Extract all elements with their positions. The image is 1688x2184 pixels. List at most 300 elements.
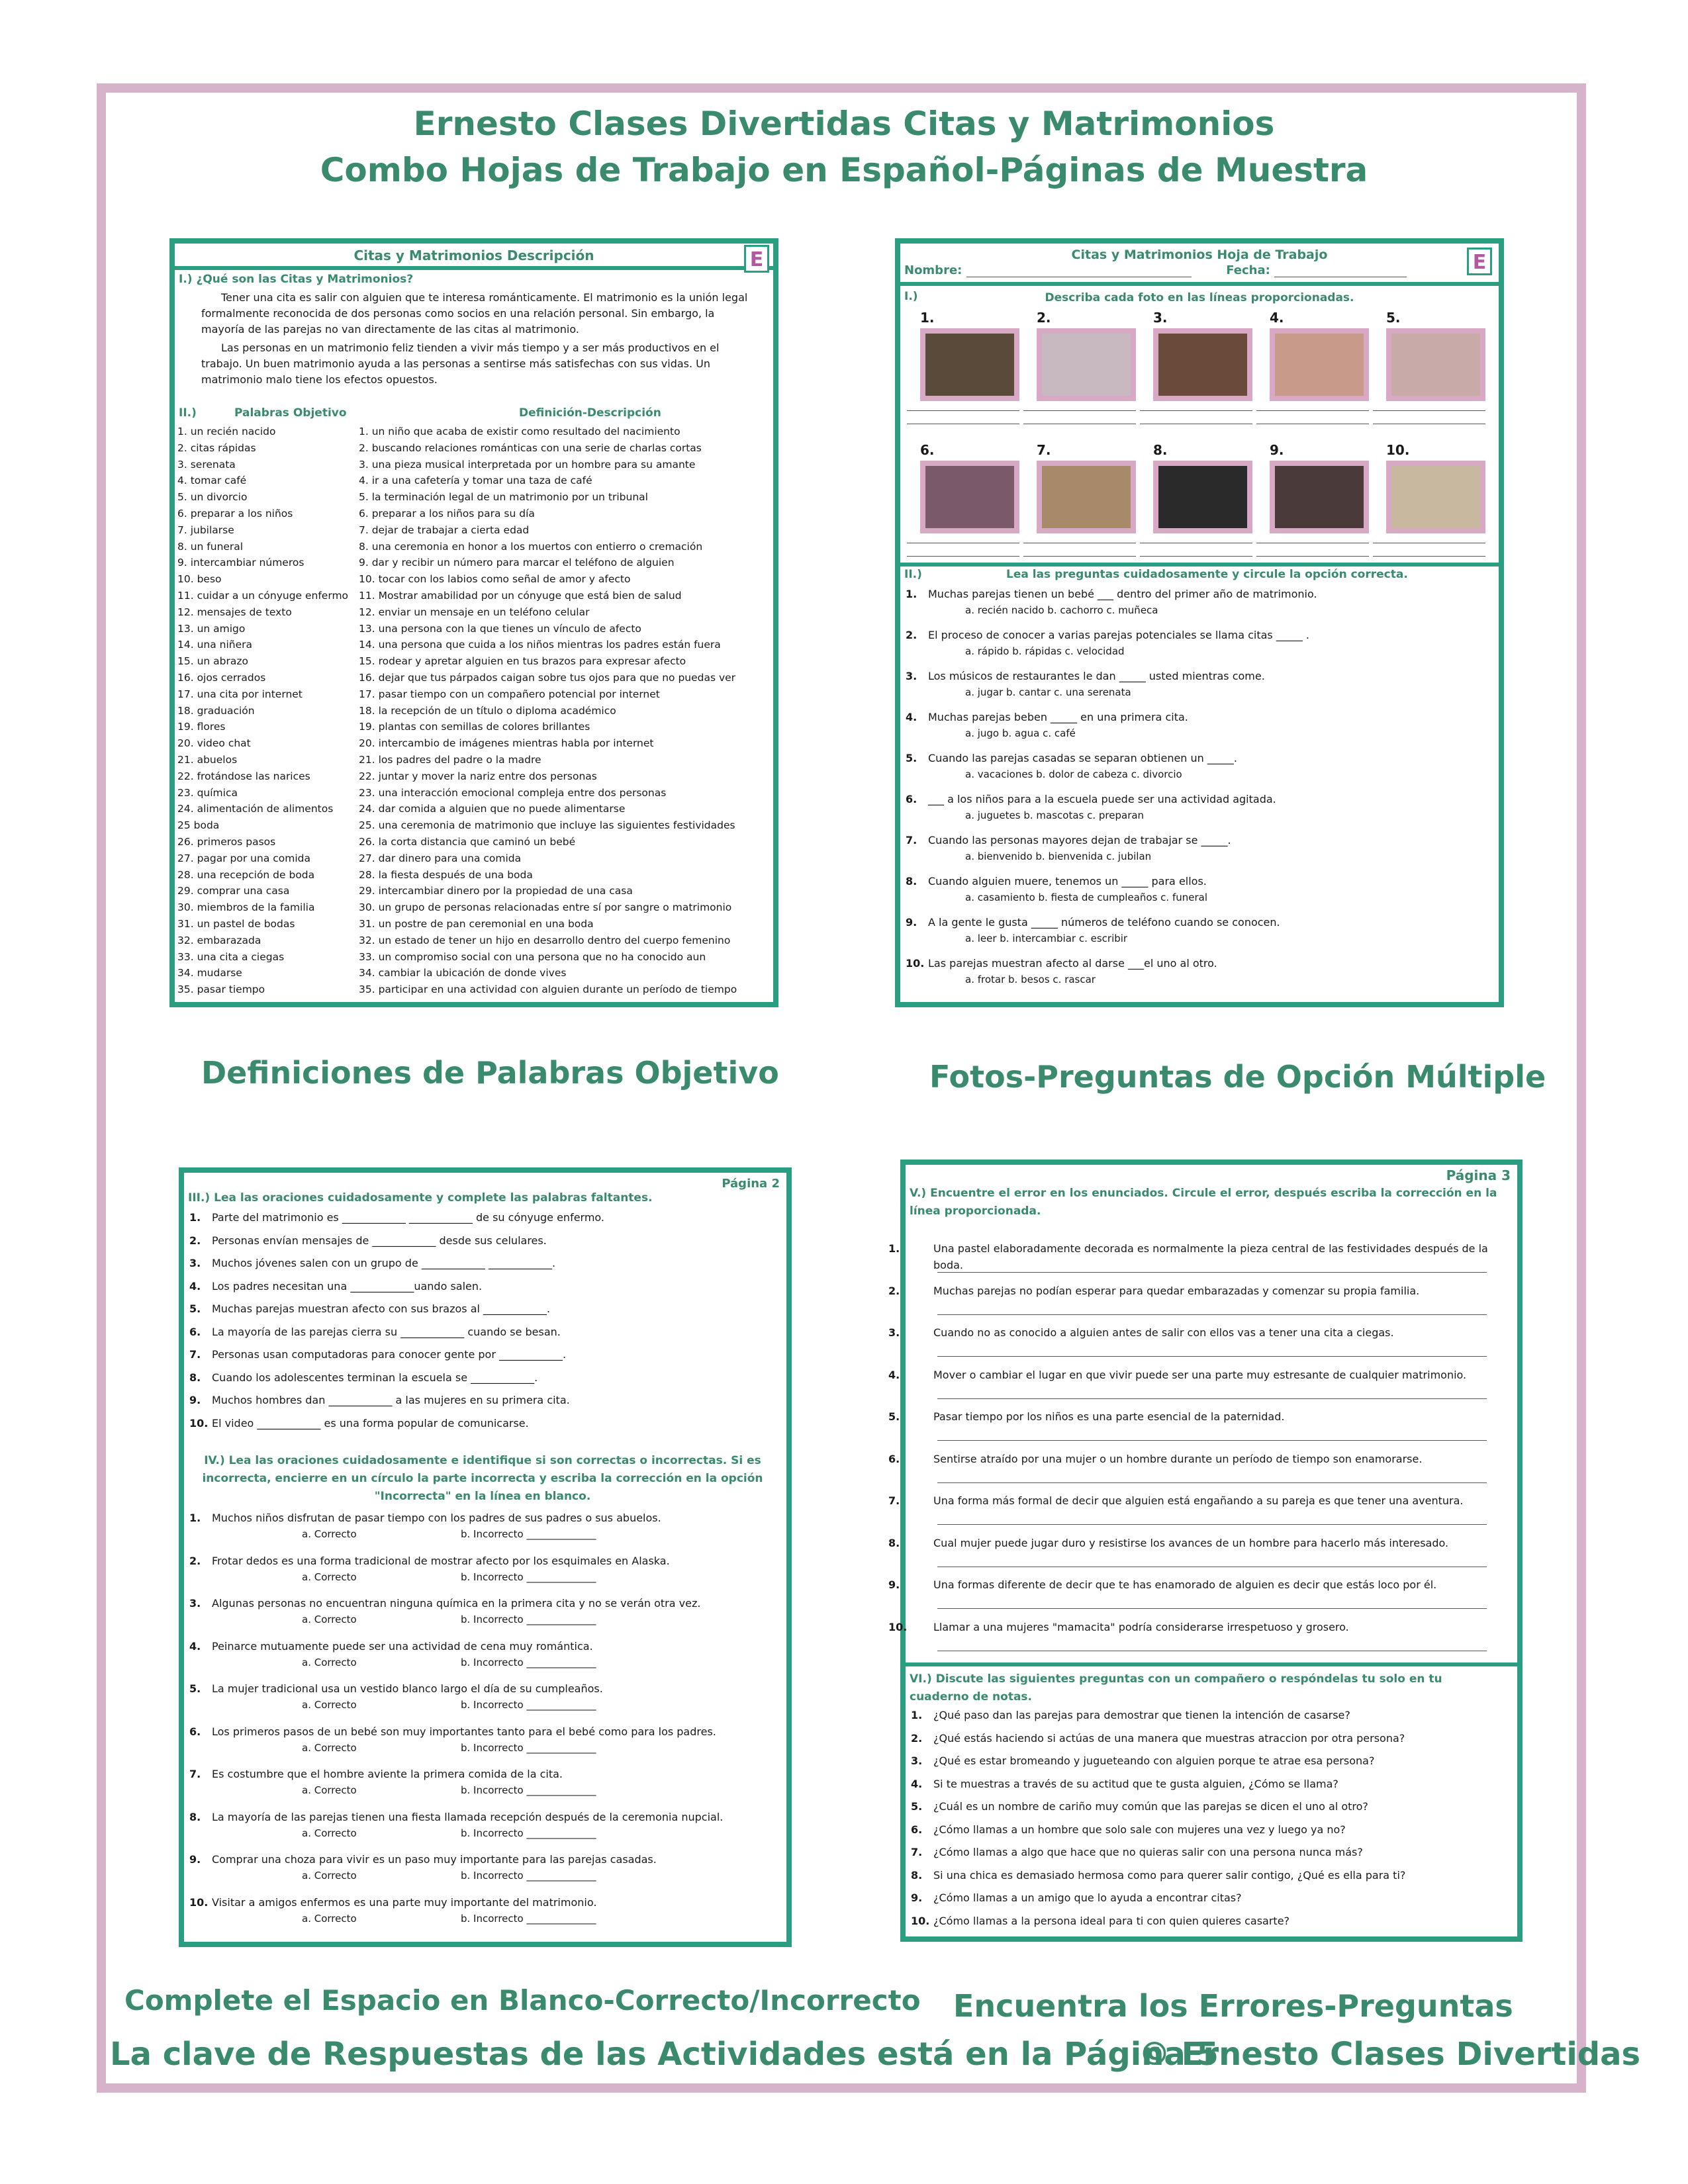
question-number: 3. [906, 670, 917, 682]
tf-options [189, 1827, 772, 1839]
item-text: Visitar a amigos enfermos es una parte muy importante del matrimonio. [212, 1895, 597, 1909]
photo-label: 4. [1270, 310, 1284, 326]
worksheet-errors [888, 1160, 1523, 1942]
item-number: 3. [189, 1597, 201, 1610]
date-label: Fecha: [1226, 263, 1270, 277]
question-item [906, 834, 1488, 875]
item-text: Los primeros pasos de un bebé son muy importantes tanto para el bebé como para los padres. [212, 1725, 716, 1738]
tf-options [189, 1742, 772, 1754]
question-text [906, 629, 1488, 641]
ws4-page-number: Página 3 [1446, 1167, 1511, 1183]
error-text [888, 1367, 1503, 1383]
definition-item: 29. intercambiar dinero por la propiedad de una casa [359, 885, 633, 897]
item-number: 5. [911, 1800, 923, 1813]
word-item: 25 boda [177, 819, 220, 832]
item-number: 9. [189, 1394, 201, 1406]
question-text [906, 834, 1488, 846]
error-text [888, 1408, 1503, 1425]
ws3-section-3: III.) Lea las oraciones cuidadosamente y complete las palabras faltantes. [188, 1191, 653, 1205]
option-correct: a. Correcto [302, 1741, 357, 1754]
question-item [906, 875, 1488, 916]
tf-statement [189, 1725, 772, 1738]
error-text [888, 1492, 1503, 1509]
question-item [906, 752, 1488, 793]
option-correct: a. Correcto [302, 1827, 357, 1839]
tf-item [189, 1597, 772, 1640]
item-text: Personas envían mensajes de ____________ desde sus celulares. [212, 1234, 547, 1247]
question-options: a. frotar b. besos c. rascar [965, 974, 1096, 985]
item-number: 5. [888, 1410, 900, 1423]
photo-label: 1. [920, 310, 935, 326]
option-correct: a. Correcto [302, 1870, 357, 1882]
answer-line [1023, 410, 1136, 411]
item-text: Es costumbre que el hombre aviente la primera comida de la cita. [212, 1768, 563, 1780]
error-text [888, 1451, 1503, 1467]
question-body: ___ a los niños para a la escuela puede ser una actividad agitada. [928, 793, 1276, 805]
error-item [888, 1619, 1507, 1661]
tf-item [189, 1555, 772, 1598]
word-item: 14. una niñera [177, 639, 253, 651]
question-body: Muchas parejas beben _____ en una primera cita. [928, 711, 1188, 723]
question-text [906, 670, 1488, 682]
item-number: 2. [189, 1234, 201, 1247]
option-incorrect: b. Incorrecto ______________ [461, 1656, 596, 1668]
tf-statement [189, 1682, 772, 1695]
ws3-section-4: IV.) Lea las oraciones cuidadosamente e identifique si son correctas o incorrectas. Si es incorrecta, encierre en un círculo la parte incorrecta y escriba la corrección en la opción "Incorrecta" en la línea en blanco. [202, 1454, 763, 1503]
tf-statement [189, 1597, 772, 1610]
item-text: La mayoría de las parejas tienen una fiesta llamada recepción después de la ceremonia nupcial. [212, 1810, 724, 1823]
ws4-error-list [888, 1240, 1507, 1661]
discussion-item [911, 1846, 1507, 1869]
definition-item: 34. cambiar la ubicación de donde vives [359, 967, 567, 979]
word-item: 2. citas rápidas [177, 441, 256, 454]
tf-statement [189, 1896, 772, 1909]
word-item: 30. miembros de la familia [177, 901, 315, 914]
ws4-discussion-list [911, 1709, 1507, 1937]
question-body: Cuando las parejas casadas se separan obtienen un _____. [928, 752, 1237, 764]
option-incorrect: b. Incorrecto ______________ [461, 1741, 596, 1754]
answer-line [907, 556, 1019, 557]
item-number: 10. [189, 1416, 209, 1430]
item-text: Mover o cambiar el lugar en que vivir puede ser una parte muy estresante de cualquier matrimonio. [933, 1368, 1467, 1381]
ws1-col-words-header: Palabras Objetivo [234, 406, 347, 420]
question-number: 9. [906, 916, 917, 929]
item-number: 7. [189, 1768, 201, 1780]
photo-label: 3. [1153, 310, 1168, 326]
fill-item [189, 1280, 772, 1303]
definition-item: 19. plantas con semillas de colores brillantes [359, 721, 590, 733]
question-number: 6. [906, 793, 917, 805]
item-number: 9. [189, 1853, 201, 1866]
question-options: a. leer b. intercambiar c. escribir [965, 933, 1128, 944]
error-item [888, 1367, 1507, 1409]
photo-label: 8. [1153, 442, 1168, 458]
word-item: 31. un pastel de bodas [177, 917, 295, 930]
error-text [888, 1576, 1503, 1593]
item-text: ¿Cómo llamas a un amigo que lo ayuda a encontrar citas? [933, 1891, 1242, 1904]
question-options: a. rápido b. rápidas c. velocidad [965, 645, 1125, 657]
item-text: Una pastel elaboradamente decorada es normalmente la pieza central de las festividades después de la boda. [933, 1242, 1488, 1271]
option-correct: a. Correcto [302, 1614, 357, 1625]
word-item: 15. un abrazo [177, 655, 248, 668]
photo-label: 7. [1037, 442, 1051, 458]
photo-image [1270, 328, 1369, 401]
tf-options [189, 1699, 772, 1711]
answer-line [1256, 410, 1369, 411]
error-item [888, 1576, 1507, 1619]
item-number: 4. [911, 1777, 923, 1790]
tf-item [189, 1682, 772, 1725]
item-number: 8. [888, 1536, 900, 1549]
tf-options [189, 1913, 772, 1925]
item-number: 7. [911, 1846, 923, 1858]
discussion-item [911, 1915, 1507, 1938]
footer-copyright: © Ernesto Clases Divertidas [1139, 2036, 1641, 2073]
item-text: La mayoría de las parejas cierra su ____________ cuando se besan. [212, 1325, 561, 1338]
item-text: ¿Cómo llamas a un hombre que solo sale con mujeres una vez y luego ya no? [933, 1823, 1346, 1836]
photo-label: 5. [1386, 310, 1401, 326]
photo-image [1386, 328, 1485, 401]
ws1-col-defs-header: Definición-Descripción [519, 406, 661, 420]
tf-statement [189, 1768, 772, 1780]
option-incorrect: b. Incorrecto ______________ [461, 1870, 596, 1882]
question-options: a. casamiento b. fiesta de cumpleaños c. funeral [965, 891, 1207, 903]
discussion-item [911, 1891, 1507, 1915]
discussion-item [911, 1823, 1507, 1846]
item-text: ¿Cuál es un nombre de cariño muy común que las parejas se dicen el uno al otro? [933, 1800, 1368, 1813]
question-item [906, 957, 1488, 998]
word-item: 33. una cita a ciegas [177, 950, 285, 963]
definition-item: 25. una ceremonia de matrimonio que incluye las siguientes festividades [359, 819, 735, 832]
discussion-item [911, 1732, 1507, 1755]
definition-item: 13. una persona con la que tienes un vínculo de afecto [359, 622, 641, 635]
item-text: Muchas parejas no podían esperar para quedar embarazadas y comenzar su propia familia. [933, 1284, 1420, 1297]
question-number: 4. [906, 711, 917, 723]
discussion-item [911, 1778, 1507, 1801]
definition-item: 27. dar dinero para una comida [359, 852, 522, 864]
word-item: 16. ojos cerrados [177, 671, 266, 684]
definition-item: 5. la terminación legal de un matrimonio por un tribunal [359, 491, 648, 504]
item-number: 6. [189, 1325, 201, 1338]
item-number: 1. [189, 1211, 201, 1224]
header-subtitle: Combo Hojas de Trabajo en Español-Páginas de Muestra [320, 151, 1368, 189]
question-text [906, 957, 1488, 970]
word-item: 23. química [177, 786, 238, 799]
definition-item: 14. una persona que cuida a los niños mientras los padres están fuera [359, 639, 721, 651]
definition-item: 16. dejar que tus párpados caigan sobre tus ojos para que no puedas ver [359, 671, 736, 684]
definition-item: 17. pasar tiempo con un compañero potencial por internet [359, 688, 660, 700]
answer-line [1023, 556, 1136, 557]
tf-options [189, 1784, 772, 1796]
option-correct: a. Correcto [302, 1656, 357, 1668]
question-number: 5. [906, 752, 917, 764]
error-text [888, 1240, 1503, 1273]
photo-image [1270, 461, 1369, 533]
photo-label: 9. [1270, 442, 1284, 458]
word-item: 5. un divorcio [177, 491, 248, 504]
tf-options [189, 1870, 772, 1882]
item-number: 6. [189, 1725, 201, 1738]
definition-item: 24. dar comida a alguien que no puede alimentarse [359, 803, 626, 815]
item-number: 1. [911, 1709, 923, 1721]
item-number: 3. [189, 1257, 201, 1269]
question-options: a. vacaciones b. dolor de cabeza c. divorcio [965, 768, 1182, 780]
ws1-section-1: I.) ¿Qué son las Citas y Matrimonios? [179, 273, 414, 286]
item-number: 8. [189, 1810, 201, 1823]
option-incorrect: b. Incorrecto ______________ [461, 1570, 596, 1583]
word-item: 32. embarazada [177, 934, 261, 946]
question-item [906, 916, 1488, 957]
fill-item [189, 1394, 772, 1417]
question-body: Muchas parejas tienen un bebé ___ dentro del primer año de matrimonio. [928, 588, 1317, 600]
definition-item: 8. una ceremonia en honor a los muertos con entierro o cremación [359, 540, 703, 553]
photo-image [1037, 328, 1136, 401]
option-correct: a. Correcto [302, 1699, 357, 1711]
fill-item [189, 1326, 772, 1349]
definition-item: 31. un postre de pan ceremonial en una boda [359, 917, 594, 930]
word-item: 9. intercambiar números [177, 557, 305, 569]
tf-item [189, 1853, 772, 1896]
question-body: Las parejas muestran afecto al darse ___el uno al otro. [928, 957, 1217, 970]
word-item: 35. pasar tiempo [177, 983, 265, 996]
fill-item [189, 1211, 772, 1234]
item-text: Muchos hombres dan ____________ a las mujeres en su primera cita. [212, 1394, 570, 1406]
question-number: 1. [906, 588, 917, 600]
fill-item [189, 1257, 772, 1280]
definition-item: 12. enviar un mensaje en un teléfono celular [359, 606, 590, 618]
word-item: 17. una cita por internet [177, 688, 303, 700]
ws4-section-6: VI.) Discute las siguientes preguntas con un compañero o respóndelas tu solo en tu cuaderno de notas. [910, 1672, 1442, 1704]
definition-item: 9. dar y recibir un número para marcar el teléfono de alguien [359, 557, 675, 569]
word-item: 13. un amigo [177, 622, 246, 635]
tf-item [189, 1768, 772, 1811]
correction-line [937, 1314, 1487, 1315]
tf-item [189, 1896, 772, 1939]
error-text [888, 1619, 1503, 1635]
ws2-title: Citas y Matrimonios Hoja de Trabajo [1071, 248, 1328, 262]
item-number: 1. [189, 1512, 201, 1524]
photo-label: 2. [1037, 310, 1051, 326]
error-text [888, 1535, 1503, 1551]
worksheet-definitions [169, 238, 778, 1007]
ws1-paragraph-2: Las personas en un matrimonio feliz tienden a vivir más tiempo y a ser más productivos en el trabajo. Un buen matrimonio ayuda a las personas a sentirse más satisfechas con sus vidas. Un matrimonio malo tiene los efectos opuestos. [201, 341, 720, 386]
word-item: 28. una recepción de boda [177, 868, 315, 881]
definition-item: 33. un compromiso social con una persona que no ha conocido aun [359, 950, 706, 963]
tf-options [189, 1528, 772, 1540]
definition-item: 6. preparar a los niños para su día [359, 507, 535, 520]
photo-image [1386, 461, 1485, 533]
definition-item: 15. rodear y apretar alguien en tus brazos para expresar afecto [359, 655, 686, 668]
question-body: Cuando las personas mayores dejan de trabajar se _____. [928, 834, 1231, 846]
item-number: 4. [189, 1279, 201, 1293]
logo-e-icon: E [744, 245, 769, 273]
item-text: ¿Cómo llamas a la persona ideal para ti con quien quieres casarte? [933, 1914, 1290, 1927]
item-number: 7. [189, 1348, 201, 1361]
item-number: 4. [189, 1639, 201, 1653]
logo-e-icon: E [1467, 248, 1492, 275]
correction-line [937, 1608, 1487, 1609]
ws3-page-number: Página 2 [722, 1177, 780, 1191]
answer-line [907, 410, 1019, 411]
item-number: 10. [189, 1895, 209, 1909]
tf-statement [189, 1640, 772, 1653]
error-item [888, 1408, 1507, 1451]
item-number: 6. [911, 1823, 923, 1836]
definition-item: 20. intercambio de imágenes mientras habla por internet [359, 737, 654, 750]
photo-image [920, 328, 1019, 401]
photo-image [1153, 328, 1252, 401]
correction-line [937, 1482, 1487, 1483]
item-text: Si te muestras a través de su actitud que te gusta alguien, ¿Cómo se llama? [933, 1777, 1338, 1790]
answer-line [1140, 410, 1252, 411]
caption-fill-blank: Complete el Espacio en Blanco-Correcto/Incorrecto [124, 1984, 921, 2017]
definition-item: 21. los padres del padre o la madre [359, 753, 541, 766]
word-item: 7. jubilarse [177, 523, 234, 536]
tf-statement [189, 1853, 772, 1866]
photo-image [1153, 461, 1252, 533]
question-body: Cuando alguien muere, tenemos un _____ para ellos. [928, 875, 1207, 887]
question-number: 2. [906, 629, 917, 641]
fill-item [189, 1302, 772, 1326]
tf-item [189, 1512, 772, 1555]
item-text: ¿Qué estás haciendo si actúas de una manera que muestras atraccion por otra persona? [933, 1731, 1405, 1745]
question-body: A la gente le gusta _____ números de teléfono cuando se conocen. [928, 916, 1280, 929]
word-item: 22. frotándose las narices [177, 770, 310, 782]
definition-item: 7. dejar de trabajar a cierta edad [359, 523, 530, 536]
question-options: a. jugo b. agua c. café [965, 727, 1076, 739]
word-item: 3. serenata [177, 458, 236, 471]
error-item [888, 1324, 1507, 1367]
word-item: 10. beso [177, 573, 222, 586]
tf-options [189, 1571, 772, 1583]
fill-item [189, 1234, 772, 1257]
item-text: ¿Cómo llamas a algo que hace que no quieras salir con una persona nunca más? [933, 1846, 1363, 1858]
item-text: Si una chica es demasiado hermosa como para querer salir contigo, ¿Qué es ella para ti? [933, 1868, 1406, 1882]
tf-item [189, 1811, 772, 1854]
tf-item [189, 1725, 772, 1768]
item-text: Los padres necesitan una ____________uando salen. [212, 1279, 483, 1293]
answer-line [1140, 556, 1252, 557]
ws4-section-5: V.) Encuentre el error en los enunciados. Circule el error, después escriba la corrección en la línea proporcionada. [910, 1187, 1497, 1218]
fill-item [189, 1348, 772, 1371]
item-text: Algunas personas no encuentran ninguna química en la primera cita y no se verán otra vez. [212, 1597, 701, 1610]
option-incorrect: b. Incorrecto ______________ [461, 1912, 596, 1925]
caption-errors: Encuentra los Errores-Preguntas [953, 1988, 1513, 2024]
definition-item: 26. la corta distancia que caminó un bebé [359, 835, 576, 848]
question-text [906, 588, 1488, 600]
tf-options [189, 1614, 772, 1625]
definition-item: 18. la recepción de un título o diploma académico [359, 704, 616, 717]
question-item [906, 629, 1488, 670]
definition-item: 35. participar en una actividad con alguien durante un período de tiempo [359, 983, 737, 996]
item-text: La mujer tradicional usa un vestido blanco largo el día de su cumpleaños. [212, 1682, 603, 1695]
definition-item: 3. una pieza musical interpretada por un hombre para su amante [359, 458, 696, 471]
item-text: Cuando no as conocido a alguien antes de salir con ellos vas a tener una cita a ciegas. [933, 1326, 1394, 1339]
item-number: 8. [911, 1868, 923, 1882]
option-correct: a. Correcto [302, 1528, 357, 1540]
word-item: 8. un funeral [177, 540, 244, 553]
discussion-item [911, 1800, 1507, 1823]
question-text [906, 793, 1488, 805]
option-correct: a. Correcto [302, 1784, 357, 1796]
question-number: 8. [906, 875, 917, 887]
word-item: 4. tomar café [177, 475, 247, 487]
question-options: a. jugar b. cantar c. una serenata [965, 686, 1131, 698]
item-text: Cuando los adolescentes terminan la escuela se ____________. [212, 1371, 538, 1384]
correction-line [937, 1398, 1487, 1399]
definition-item: 28. la fiesta después de una boda [359, 868, 533, 881]
definition-item: 11. Mostrar amabilidad por un cónyuge que está bien de salud [359, 589, 682, 602]
item-number: 2. [888, 1284, 900, 1297]
word-item: 6. preparar a los niños [177, 507, 293, 520]
correction-line [937, 1272, 1487, 1273]
word-item: 24. alimentación de alimentos [177, 803, 334, 815]
item-text: Sentirse atraído por una mujer o un hombre durante un período de tiempo son enamorarse. [933, 1452, 1423, 1465]
ws1-definition-list [359, 424, 782, 998]
item-text: Una formas diferente de decir que te has enamorado de alguien es decir que estás loco por él. [933, 1578, 1437, 1591]
item-text: Muchas parejas muestran afecto con sus brazos al ____________. [212, 1302, 551, 1315]
discussion-item [911, 1869, 1507, 1892]
ws2-question-list [906, 588, 1488, 998]
item-text: Pasar tiempo por los niños es una parte esencial de la paternidad. [933, 1410, 1285, 1423]
item-number: 5. [189, 1302, 201, 1315]
word-item: 26. primeros pasos [177, 835, 276, 848]
item-text: Cual mujer puede jugar duro y resistirse los avances de un hombre para hacerlo más interesado. [933, 1536, 1449, 1549]
question-options: a. bienvenido b. bienvenida c. jubilan [965, 850, 1152, 862]
option-correct: a. Correcto [302, 1912, 357, 1925]
ws2-name-label [904, 263, 1407, 277]
option-incorrect: b. Incorrecto ______________ [461, 1699, 596, 1711]
item-number: 8. [189, 1371, 201, 1384]
item-text: Muchos niños disfrutan de pasar tiempo con los padres de sus padres o sus abuelos. [212, 1512, 661, 1524]
item-text: Muchos jóvenes salen con un grupo de ____________ ____________. [212, 1257, 556, 1269]
fill-item [189, 1417, 772, 1440]
item-text: ¿Qué es estar bromeando y jugueteando con alguien porque te atrae esa persona? [933, 1754, 1375, 1767]
item-text: Frotar dedos es una forma tradicional de mostrar afecto por los esquimales en Alaska. [212, 1554, 670, 1567]
footer-answer-key: La clave de Respuestas de las Actividades está en la Página 5 [110, 2036, 1219, 2073]
ws2-section-2-title: Lea las preguntas cuidadosamente y circule la opción correcta. [1006, 568, 1408, 581]
error-item [888, 1451, 1507, 1493]
word-item: 21. abuelos [177, 753, 238, 766]
error-item [888, 1283, 1507, 1325]
question-item [906, 711, 1488, 752]
item-number: 10. [888, 1620, 908, 1633]
item-number: 10. [911, 1914, 930, 1927]
item-number: 7. [888, 1494, 900, 1507]
word-item: 34. mudarse [177, 967, 242, 979]
question-number: 7. [906, 834, 917, 846]
definition-item: 30. un grupo de personas relacionadas entre sí por sangre o matrimonio [359, 901, 732, 914]
ws2-section-1-title: Describa cada foto en las líneas proporcionadas. [1045, 291, 1354, 304]
error-text [888, 1283, 1503, 1299]
question-options: a. recién nacido b. cachorro c. muñeca [965, 604, 1158, 616]
caption-photos: Fotos-Preguntas de Opción Múltiple [929, 1059, 1546, 1095]
discussion-item [911, 1709, 1507, 1732]
question-text [906, 711, 1488, 723]
definition-item: 2. buscando relaciones románticas con una serie de charlas cortas [359, 441, 702, 454]
photo-image [920, 461, 1019, 533]
definition-item: 4. ir a una cafetería y tomar una taza de café [359, 475, 592, 487]
item-text: Peinarce mutuamente puede ser una actividad de cena muy romántica. [212, 1639, 593, 1653]
answer-line [1373, 410, 1485, 411]
correction-line [937, 1524, 1487, 1525]
ws1-paragraph-1: Tener una cita es salir con alguien que te interesa románticamente. El matrimonio es la unión legal formalmente reconocida de dos personas como socios en una relación personal. Sin embargo, la mayoría de las parejas no van directamente de las citas al matrimonio. [201, 291, 748, 336]
question-item [906, 588, 1488, 629]
item-number: 3. [888, 1326, 900, 1339]
caption-definitions: Definiciones de Palabras Objetivo [201, 1055, 779, 1091]
question-text [906, 875, 1488, 887]
definition-item: 22. juntar y mover la nariz entre dos personas [359, 770, 597, 782]
